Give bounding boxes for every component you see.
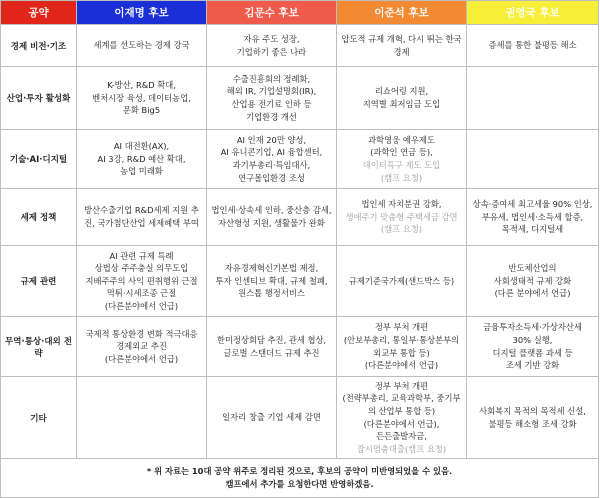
row-label: 기타 <box>1 377 77 459</box>
cell-line: 산업용 전기료 인하 등 <box>231 99 312 109</box>
cell-line: 30% 실행, <box>512 334 553 345</box>
header-candidate-1: 이재명 후보 <box>77 1 207 25</box>
cell-line: 농업 미래화 <box>120 166 163 177</box>
cell-line: 과학영웅 예우제도 <box>368 134 435 145</box>
candidate-3-cell <box>337 189 467 246</box>
cell-line: 법인세·상속세 인하, 중산층 감세, <box>211 205 332 216</box>
cell-line: 든든출발자금, <box>376 431 427 442</box>
candidate-1-cell <box>77 67 207 130</box>
candidate-4-cell <box>467 67 599 130</box>
cell-line: 사회복지 목적의 목적세 신설, <box>479 405 586 416</box>
cell-line: K-방산, R&D 확대, <box>107 80 176 91</box>
cell-line: 세계를 선도하는 경제 강국 <box>93 40 190 51</box>
cell-line: 반도체산업의 <box>508 263 557 274</box>
table-row <box>1 377 599 459</box>
header-candidate-2: 김문수 후보 <box>207 1 337 25</box>
cell-line: 경제외교 추진 <box>116 341 167 352</box>
cell-line: 한미정상회담 추진, 관세 협상, <box>216 334 327 345</box>
cell-line: 문화 Big5 <box>122 105 161 116</box>
header-candidate-4: 권영국 후보 <box>467 1 599 25</box>
row-label: 무역·통상·대외 전략 <box>1 317 77 377</box>
cell-line: (다른분야에서 언급) <box>104 300 179 311</box>
cell-line: (전략부총리, 교육과학부, 중기부 <box>342 393 461 404</box>
cell-line: 증세를 통한 불평등 해소 <box>488 40 577 51</box>
cell-line: 금융투자소득세·가상자산세 <box>483 322 582 333</box>
cell-line: 불평등 해소형 조세 강화 <box>488 418 577 429</box>
cell-line: (캠프 요청) <box>380 172 423 183</box>
cell-line: 리쇼어링 지원, <box>374 86 429 97</box>
candidate-1-cell <box>77 189 207 246</box>
candidate-2-cell <box>207 67 337 130</box>
cell-line: (과학인 연금 등), <box>370 147 433 158</box>
cell-line: 진, 국가첨단산업 세제혜택 부여 <box>84 218 199 228</box>
cell-line: (다른분야에서 언급), <box>363 418 440 429</box>
cell-line: 사회생태적 규제 강화 <box>493 275 572 286</box>
cell-line: 상속·증여세 최고세율 90% 인상, <box>472 199 593 210</box>
candidate-4-cell <box>467 189 599 246</box>
cell-line: 정부 부처 개편 <box>374 322 429 333</box>
cell-line: 상법상 주주충실 의무도입 <box>94 263 189 274</box>
candidate-4-cell <box>467 25 599 67</box>
table-row <box>1 25 599 67</box>
row-label: 규제 관련 <box>1 246 77 317</box>
cell-line: 생애주기 맞춤형 주택세금 감면 <box>345 211 458 222</box>
cell-line: 연구몰입환경 조성 <box>238 172 305 183</box>
table-row <box>1 67 599 130</box>
table-row <box>1 246 599 317</box>
cell-line: 국제적 통상환경 변화 적극대응 <box>85 328 198 339</box>
cell-line: 수출진흥회의 정례화, <box>232 73 311 84</box>
cell-line: 과기부총리·특임대사, <box>232 160 311 170</box>
candidate-2-cell <box>207 25 337 67</box>
candidate-2-cell <box>207 130 337 189</box>
footnote-line: 캠프에서 추가를 요청한다면 반영하겠음. <box>225 479 374 489</box>
cell-line: 규제기준국가제(샌드박스 등) <box>348 275 455 286</box>
cell-line: 방산수출기업 R&D세제 지원 추 <box>84 205 199 216</box>
cell-line: 외교부 통합 등) <box>373 347 430 358</box>
cell-line: 먹튀·시세조종 근절 <box>106 288 177 299</box>
cell-line: 잠시멈춤대출(캠프 요청) <box>356 443 447 454</box>
cell-line: AI 유니콘기업, AI 융합센터, <box>220 147 323 158</box>
candidate-4-cell <box>467 317 599 377</box>
cell-line: 투자 인센티브 확대, 규제 철폐, <box>215 275 328 286</box>
candidate-2-cell <box>207 189 337 246</box>
cell-line: 자산형성 지원, 생활물가 완화 <box>218 218 325 228</box>
cell-line: 경제 <box>393 46 410 57</box>
cell-line: AI 인재 20만 양성, <box>236 134 307 145</box>
footnote-row <box>1 459 599 498</box>
cell-line: 기업하기 좋은 나라 <box>236 46 307 57</box>
header-item: 공약 <box>1 1 77 25</box>
row-label: 산업·투자 활성화 <box>1 67 77 130</box>
candidate-1-cell <box>77 377 207 459</box>
cell-line: (안보부총리, 통일부·통상본부의 <box>343 334 460 345</box>
candidate-1-cell <box>77 25 207 67</box>
cell-line: AI 3강, R&D 예산 확대, <box>97 153 186 164</box>
candidate-3-cell <box>337 377 467 459</box>
row-label: 세제 정책 <box>1 189 77 246</box>
cell-line: 해외 IR, 기업설명회(IR), <box>226 86 317 97</box>
candidate-1-cell <box>77 130 207 189</box>
candidate-2-cell <box>207 377 337 459</box>
candidate-4-cell <box>467 377 599 459</box>
row-label: 기술·AI·디지털 <box>1 130 77 189</box>
candidate-3-cell <box>337 25 467 67</box>
candidate-2-cell <box>207 317 337 377</box>
cell-line: 법인세 자치분권 강화, <box>361 199 442 210</box>
header-row <box>1 1 599 25</box>
cell-line: 자유경제혁신기본법 제정, <box>224 263 319 274</box>
cell-line: 원스톱 행정서비스 <box>238 288 305 299</box>
cell-line: AI 대전환(AX), <box>113 141 170 152</box>
candidate-2-cell <box>207 246 337 317</box>
footnote <box>1 459 599 498</box>
cell-line: AI 관련 규제 특례 <box>109 250 174 261</box>
row-label: 경제 비전·기조 <box>1 25 77 67</box>
cell-line: (다른분야에서 언급) <box>104 353 179 364</box>
table-row <box>1 189 599 246</box>
cell-line: 벤처시장 육성, 데이터농업, <box>92 92 191 103</box>
cell-line: 부유세, 법인세·소득세 할증, <box>481 211 584 222</box>
candidate-4-cell <box>467 130 599 189</box>
cell-line: 자유 주도 성장, <box>243 33 300 44</box>
cell-line: 지배주주의 사익 편취행위 근절 <box>85 275 198 286</box>
cell-line: 데이터특구 제도 도입 <box>362 160 441 170</box>
cell-line: (다른분야에서 언급) <box>364 360 439 371</box>
cell-line: 목적세, 디지털세 <box>501 224 564 235</box>
candidate-3-cell <box>337 246 467 317</box>
cell-line: 정부 부처 개편 <box>374 380 429 391</box>
table-row <box>1 130 599 189</box>
cell-line: 디지털 플랫폼 과세 등 <box>492 347 573 358</box>
header-candidate-3: 이준석 후보 <box>337 1 467 25</box>
cell-line: 의 산업부 통합 등) <box>367 405 436 416</box>
candidate-3-cell <box>337 67 467 130</box>
candidate-1-cell <box>77 246 207 317</box>
cell-line: 조세 기반 강화 <box>505 360 560 371</box>
cell-line: (다른 분야에서 언급) <box>494 288 571 299</box>
candidate-1-cell <box>77 317 207 377</box>
candidate-4-cell <box>467 246 599 317</box>
cell-line: 글로벌 스탠더드 규제 추진 <box>223 347 320 358</box>
cell-line: 압도적 규제 개혁, 다시 뛰는 한국 <box>341 33 462 44</box>
cell-line: 지역별 최저임금 도입 <box>362 99 441 109</box>
cell-line: 기업환경 개선 <box>246 111 297 122</box>
cell-line: 일자리 창출 기업 세제 감면 <box>222 412 321 423</box>
cell-line: (캠프 요청) <box>380 224 423 235</box>
candidate-3-cell <box>337 130 467 189</box>
candidate-3-cell <box>337 317 467 377</box>
table-row <box>1 317 599 377</box>
footnote-line: * 위 자료는 10대 공약 위주로 정리된 것으로, 후보의 공약이 미반영되었을 수 있음. <box>146 466 453 476</box>
